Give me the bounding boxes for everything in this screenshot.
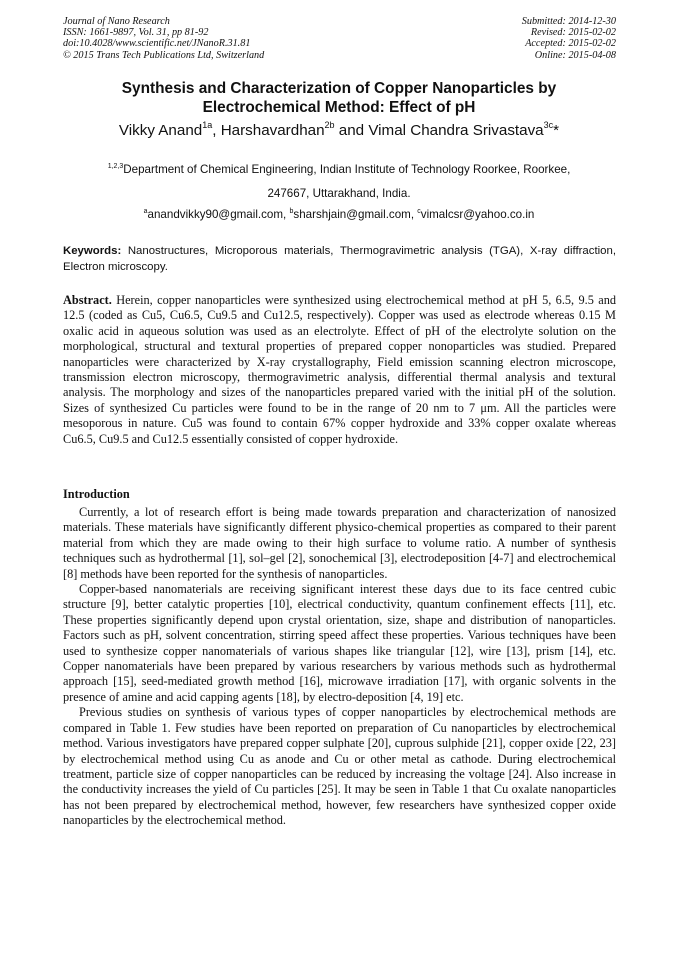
author-emails [50, 208, 628, 222]
affiliation-sup: 1,2,3 [107, 163, 124, 171]
email-b-sup: b [289, 208, 294, 216]
title-line-1: Synthesis and Characterization of Copper Nanoparticles by [121, 80, 557, 97]
author-separator: and [334, 122, 369, 139]
author-1-name: Vikky Anand [118, 122, 203, 139]
journal-copyright: © 2015 Trans Tech Publications Ltd, Switzerland [63, 49, 265, 61]
email-c[interactable]: vimalcsr@yahoo.co.in [420, 208, 535, 221]
title-line-2: Electrochemical Method: Effect of pH [202, 99, 476, 116]
email-a-sup: a [143, 208, 148, 216]
journal-issn: ISSN: 1661-9897, Vol. 31, pp 81-92 [63, 27, 209, 39]
paragraph: Currently, a lot of research effort is being made towards preparation and characterization of nanosized materials. These materials have significantly different physico-chemical properties as compared to their parent material from which they are made owing to their high surface to volume ratio. A number of synthesis techniques such as hydrothermal [1], sol–gel [2], sonochemical [3], electrodeposition [4-7] and electrochemical [8] methods have been reported for the synthesis of nanoparticles. [63, 505, 616, 581]
corresponding-author-mark: * [553, 122, 560, 139]
author-2-name: Harshavardhan [220, 122, 325, 139]
paragraph: Copper-based nanomaterials are receiving significant interest these days due to its face centred cubic structure [9], better catalytic properties [10], electrical conductivity, quantum confinement effects [11], etc. These properties significantly depend upon crystal orientation, size, shape and distribution of nanoparticles. Factors such as pH, solvent concentration, stirring speed affect these properties. Various techniques have been used to synthesize copper nanomaterials of various shapes like triangular [12], wire [13], prism [14], etc. Copper nanomaterials have been prepared by various researchers by various methods such as hydrothermal approach [15], seed-mediated growth method [16], microwave irradiation [17], with organic solvents in the presence of amine and acid capping agents [18], by electro-deposition [4, 19] etc. [63, 582, 616, 704]
publication-dates [522, 16, 616, 61]
keywords-text: Nanostructures, Microporous materials, Thermogravimetric analysis (TGA), X-ray diffraction, Electron microscopy. [63, 245, 616, 273]
keywords-label: Keywords: [63, 245, 122, 257]
date-revised: Revised: 2015-02-02 [530, 27, 616, 39]
author-1-sup: 1a [202, 119, 213, 130]
journal-name: Journal of Nano Research [63, 16, 170, 27]
affiliation-text: Department of Chemical Engineering, Indian Institute of Technology Roorkee, Roorkee, [123, 163, 571, 176]
affiliation [50, 158, 628, 206]
email-a[interactable]: anandvikky90@gmail.com, [147, 208, 290, 221]
date-online: Online: 2015-04-08 [534, 49, 616, 61]
paper-title [60, 79, 618, 117]
email-c-sup: c [417, 208, 421, 216]
email-b[interactable]: sharshjain@gmail.com, [293, 208, 418, 221]
affiliation-line-1 [50, 158, 628, 182]
date-accepted: Accepted: 2015-02-02 [525, 38, 616, 50]
abstract [63, 293, 616, 447]
author-3-sup: 3c [543, 119, 554, 130]
section-heading-introduction: Introduction [63, 487, 130, 501]
affiliation-line-2: 247667, Uttarakhand, India. [267, 187, 411, 200]
journal-info [63, 16, 264, 61]
abstract-text: Herein, copper nanoparticles were synthesized using electrochemical method at pH 5, 6.5, 9.5 and 12.5 (coded as Cu5, Cu6.5, Cu9.5 and Cu12.5, respectively). Copper was used as electrode whereas 0.15 M oxalic acid in aqueous solution was used as an electrolyte. Effect of pH of the electrolyte solution on the morphological, structural and textural properties of prepared copper nonoparticles was studied. Prepared nanoparticles were characterized by X-ray crystallography, Field emission scanning electron microscope, transmission electron microscopy, thermogravimetric analysis, differential thermal analysis and textural analysis. The morphology and sizes of the nanoparticles prepared varied with the initial pH of the solution. Sizes of synthesized Cu particles were found to be in the range of 20 nm to 7 μm. All the particles were mesoporous in nature. Cu5 was found to contain 67% copper hydroxide and 33% copper oxalate whereas Cu6.5, Cu9.5 and Cu12.5 essentially consisted of copper hydroxide. [63, 293, 616, 446]
author-2-sup: 2b [324, 119, 335, 130]
abstract-label: Abstract. [63, 293, 112, 307]
date-submitted: Submitted: 2014-12-30 [521, 16, 616, 27]
introduction-body [63, 505, 616, 829]
author-separator: , [212, 122, 221, 139]
paragraph: Previous studies on synthesis of various types of copper nanoparticles by electrochemical methods are compared in Table 1. Few studies have been reported on preparation of Cu nanoparticles by electrochemical method. Various investigators have prepared copper sulphate [20], cuprous sulphide [21], copper oxide [22, 23] by electrochemical method using Cu as anode and Cu or other metal as cathode. During electrochemical treatment, particle size of copper nanoparticles can be reduced by increasing the voltage [24]. Also increase in the conductivity increases the yield of Cu particles [25]. It may be seen in Table 1 that Cu oxalate nanoparticles has not been prepared by electrochemical method, however, few researchers have synthesized copper oxide nanoparticles by the electrochemical method. [63, 705, 616, 828]
keywords [63, 244, 616, 275]
journal-doi: doi:10.4028/www.scientific.net/JNanoR.31.81 [63, 38, 251, 50]
author-list [40, 121, 638, 141]
author-3-name: Vimal Chandra Srivastava [368, 122, 544, 139]
